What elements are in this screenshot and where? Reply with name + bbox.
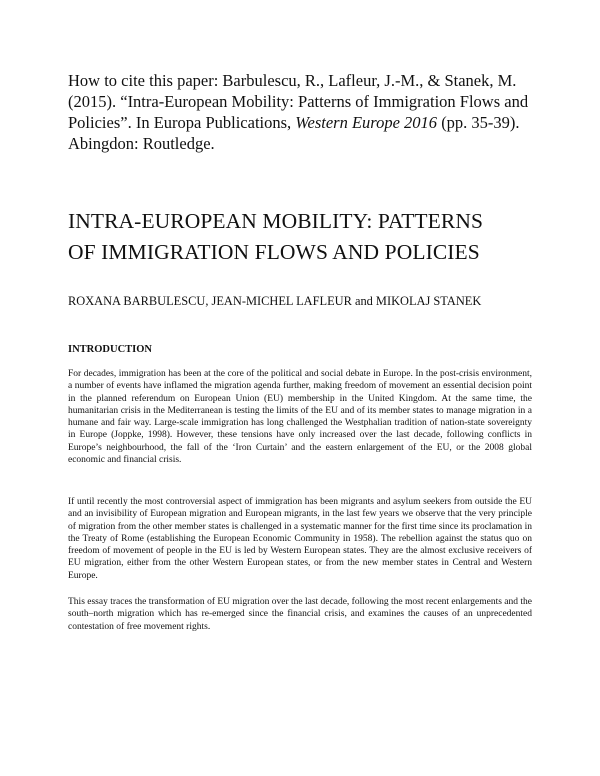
paper-title-line-2: OF IMMIGRATION FLOWS AND POLICIES: [68, 240, 480, 264]
citation-block: [68, 70, 558, 154]
body-paragraph-3: This essay traces the transformation of EU migration over the last decade, following the most recent enlargements and the south–north migration which has re-emerged since the financial crisis, and examines the causes of an unprecedented contestation of free movement rights.: [68, 597, 532, 632]
paper-title-line-1: INTRA-EUROPEAN MOBILITY: PATTERNS: [68, 209, 484, 233]
citation-pages-publisher: (pp. 35-39). Abingdon: Routledge.: [68, 113, 520, 153]
body-paragraph-2: If until recently the most controversial aspect of immigration has been migrants and asylum seekers from outside the EU and an invisibility of European migration and European migrants, in the last few years we observe that the very principle of migration from the other member states is challenged in a systematic manner for the first time since its proclamation in the Treaty of Rome (establishing the European Economic Community in 1958). The rebellion against the status quo on freedom of movement of people in the EU is led by Western European states. They are the almost exclusive receivers of EU migration, either from the other Western European states, or from the new member states in Central and Western Europe.: [68, 497, 532, 581]
citation-text: How to cite this paper: Barbulescu, R., Lafleur, J.-M., & Stanek, M. (2015). “Intra-European Mobility: Patterns of Immigration Flows and Policies”. In Europa Publications,: [68, 71, 529, 132]
section-heading-introduction: INTRODUCTION: [68, 344, 153, 355]
author-list: ROXANA BARBULESCU, JEAN-MICHEL LAFLEUR and MIKOLAJ STANEK: [68, 294, 482, 308]
citation-book-title: Western Europe 2016: [295, 113, 438, 132]
paper-title: [68, 206, 548, 268]
body-paragraph-1: For decades, immigration has been at the core of the political and social debate in Europe. In the post-crisis environment, a number of events have inflamed the migration agenda further, making freedom of movement an essential decision point in the planned referendum on European Union (EU) membership in the United Kingdom. At the same time, the humanitarian crisis in the Mediterranean is testing the limits of the EU and of its member states to manage migration in a humane and fair way. Large-scale immigration has long challenged the Westphalian tradition of nation-state sovereignty in Europe (Joppke, 1998). However, these tensions have only increased over the last decade, following conflicts in Europe’s neighbourhood, the fall of the ‘Iron Curtain’ and the eastern enlargement of the EU, or the 2008 global economic and financial crisis.: [68, 369, 532, 466]
